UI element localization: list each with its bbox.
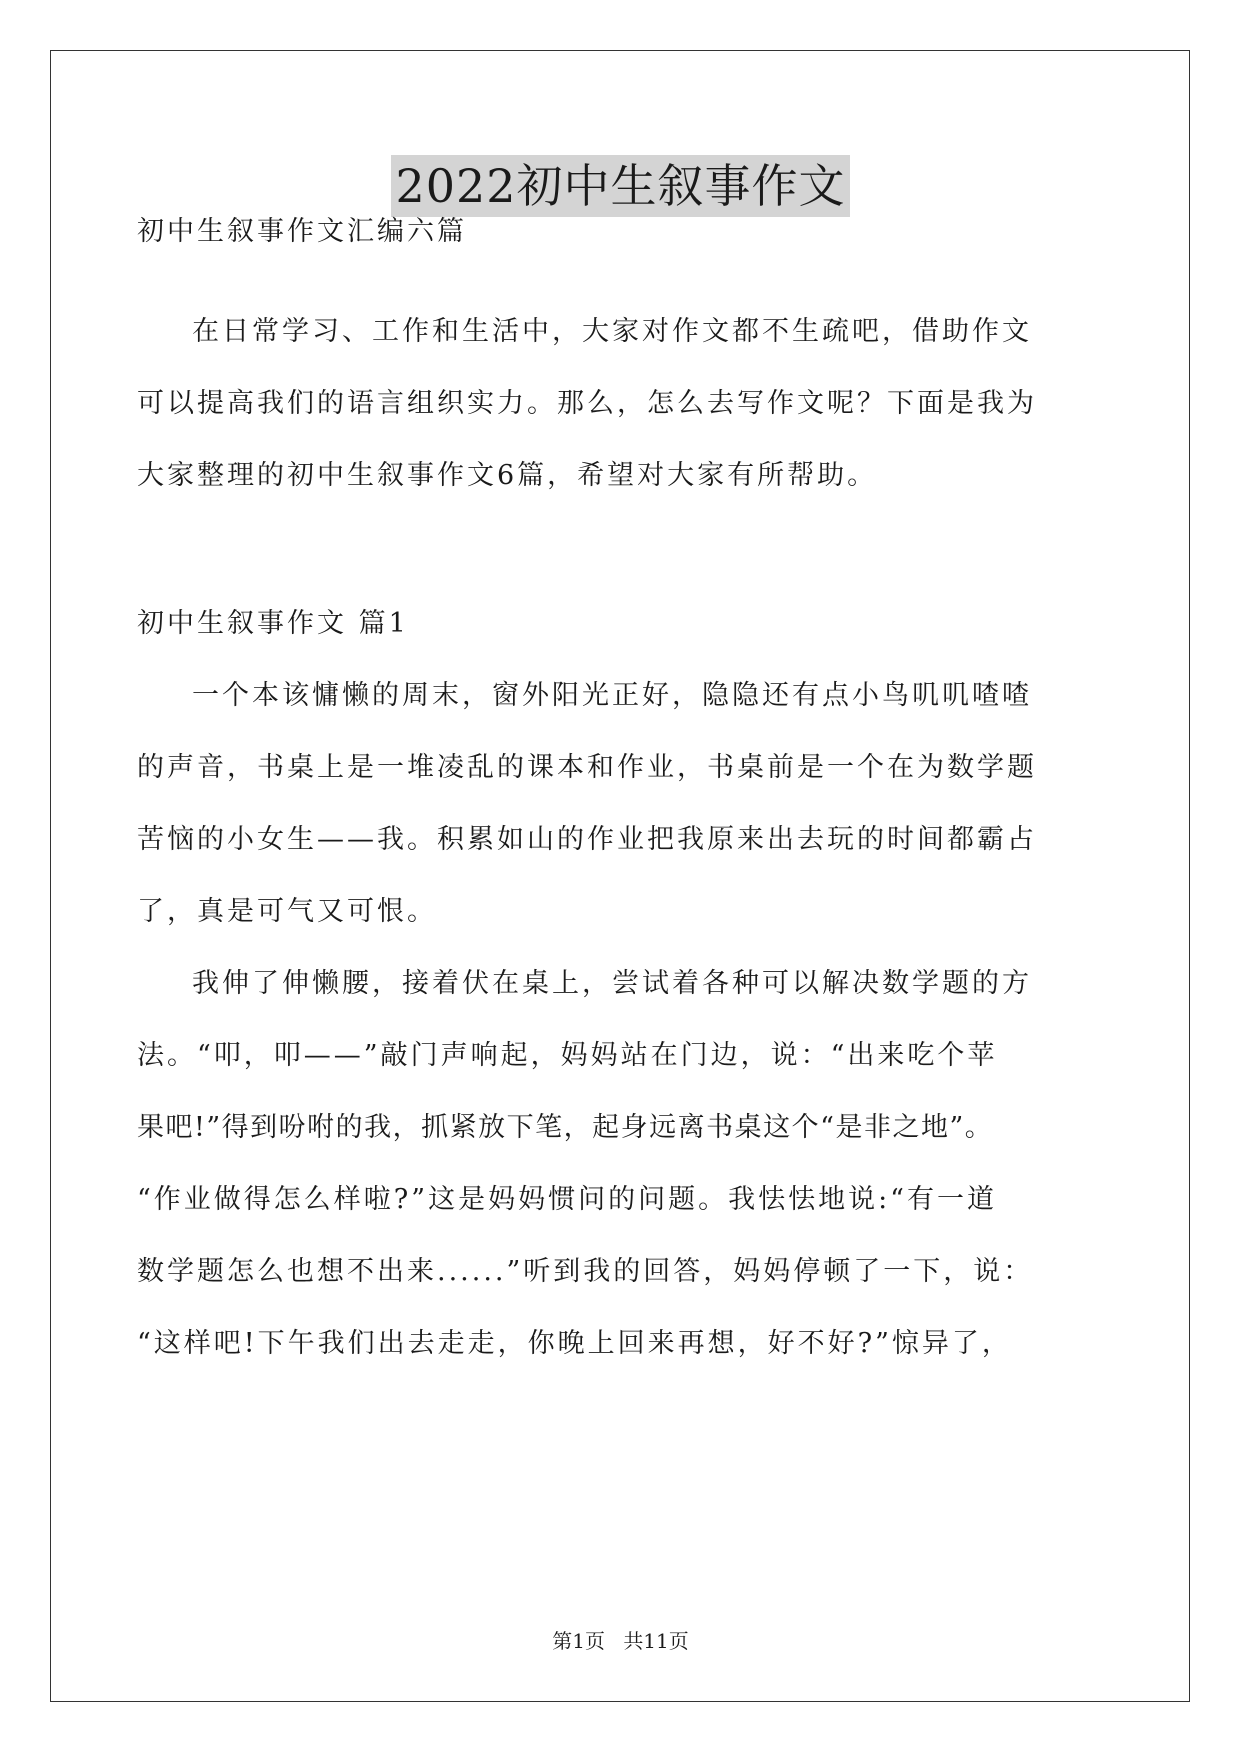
body-line: 了，真是可气又可恨。 [137,896,437,927]
body-line: 一个本该慵懒的周末，窗外阳光正好，隐隐还有点小鸟叽叽喳喳 [192,680,1032,711]
body-line: 数学题怎么也想不出来......”听到我的回答，妈妈停顿了一下，说： [137,1256,1034,1287]
body-line: “这样吧!下午我们出去走走，你晚上回来再想，好不好?”惊异了， [137,1328,1012,1359]
section-heading: 初中生叙事作文 篇1 [137,608,409,639]
body-line: 在日常学习、工作和生活中，大家对作文都不生疏吧，借助作文 [192,316,1032,347]
subtitle-line: 初中生叙事作文汇编六篇 [137,216,467,247]
body-line: 可以提高我们的语言组织实力。那么，怎么去写作文呢？下面是我为 [137,388,1037,419]
body-line: “作业做得怎么样啦?”这是妈妈惯问的问题。我怯怯地说:“有一道 [137,1184,997,1215]
title-container [0,155,1241,217]
page-number: 第1页 [552,1629,605,1653]
body-line: 苦恼的小女生——我。积累如山的作业把我原来出去玩的时间都霸占 [137,824,1037,855]
body-line: 法。“叩，叩——”敲门声响起，妈妈站在门边，说：“出来吃个苹 [137,1040,998,1071]
body-line: 果吧!”得到吩咐的我，抓紧放下笔，起身远离书桌这个“是非之地”。 [137,1112,994,1143]
document-title: 2022初中生叙事作文 [391,155,849,217]
body-line: 大家整理的初中生叙事作文6篇，希望对大家有所帮助。 [137,460,878,491]
body-line: 我伸了伸懒腰，接着伏在桌上，尝试着各种可以解决数学题的方 [192,968,1032,999]
page-footer [0,1625,1241,1654]
page-border [50,50,1190,1702]
page-total: 共11页 [623,1629,689,1653]
body-line: 的声音，书桌上是一堆凌乱的课本和作业，书桌前是一个在为数学题 [137,752,1037,783]
